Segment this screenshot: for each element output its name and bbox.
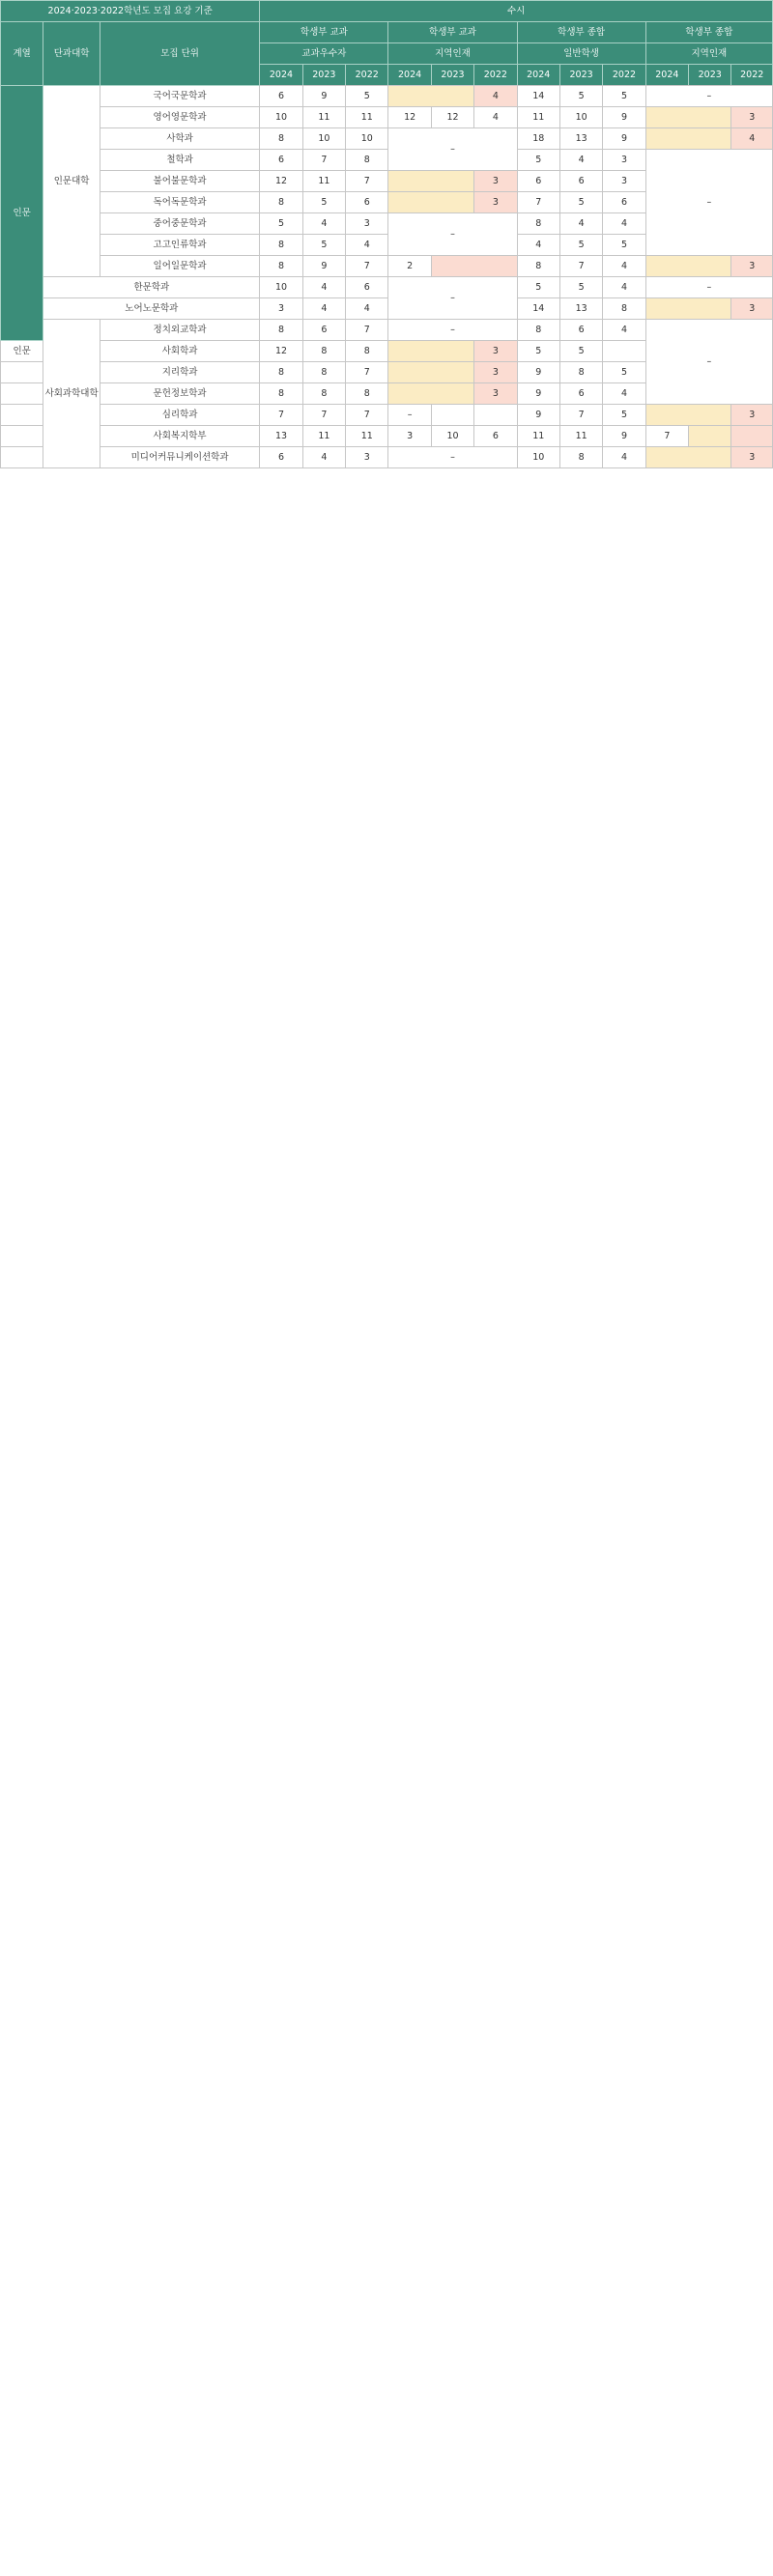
table-cell: 9 [517,405,559,426]
table-cell: 3 [603,150,645,171]
table-cell: 7 [645,426,688,447]
table-cell: 9 [603,107,645,128]
table-cell: 14 [517,86,559,107]
table-cell [388,383,474,405]
year-header: 2023 [689,65,731,86]
table-cell: 6 [517,171,559,192]
table-cell: – [388,447,517,468]
table-cell: 3 [474,341,517,362]
table-cell: 5 [559,86,602,107]
table-cell: 독어독문학과 [100,192,259,213]
susi-header: 수시 [260,1,773,22]
table-cell: 3 [474,383,517,405]
table-cell: 6 [260,86,302,107]
table-cell: 8 [346,150,388,171]
table-cell: 8 [260,192,302,213]
table-cell: 11 [517,426,559,447]
group-header: 학생부 종합 [645,22,772,43]
table-cell: 9 [517,362,559,383]
table-cell: 4 [474,107,517,128]
table-cell: 4 [603,256,645,277]
table-cell: 7 [559,256,602,277]
table-cell: 8 [517,320,559,341]
table-body [1,86,773,468]
table-cell [474,405,517,426]
table-cell: 5 [603,362,645,383]
table-cell [731,426,773,447]
table-cell: 지리학과 [100,362,259,383]
table-cell: 11 [346,107,388,128]
table-cell: 9 [302,86,345,107]
table-cell: 6 [474,426,517,447]
subgroup-header: 일반학생 [517,43,645,65]
table-cell: 사학과 [100,128,259,150]
table-cell: 5 [517,341,559,362]
table-cell [1,426,43,447]
table-cell: 5 [559,192,602,213]
table-cell: 5 [603,86,645,107]
table-cell: 18 [517,128,559,150]
table-row [1,107,773,128]
table-cell: 7 [346,405,388,426]
subgroup-header: 교과우수자 [260,43,388,65]
table-cell: 정치외교학과 [100,320,259,341]
table-cell: 11 [517,107,559,128]
table-cell: 인문대학 [43,86,100,277]
table-cell: 7 [517,192,559,213]
table-cell: 8 [302,383,345,405]
table-cell: 6 [302,320,345,341]
year-header: 2024 [260,65,302,86]
table-cell: 3 [731,256,773,277]
table-cell: 8 [346,341,388,362]
table-cell: 14 [517,298,559,320]
group-header: 학생부 교과 [388,22,517,43]
table-cell: 4 [559,213,602,235]
year-header: 2024 [645,65,688,86]
table-cell: 7 [346,362,388,383]
year-header: 2024 [517,65,559,86]
table-cell: 11 [346,426,388,447]
group-header: 학생부 교과 [260,22,388,43]
table-cell: 5 [346,86,388,107]
table-cell [388,362,474,383]
table-cell [1,383,43,405]
table-cell: 5 [559,341,602,362]
table-cell: 12 [260,171,302,192]
table-cell: 5 [260,213,302,235]
table-cell: 불어불문학과 [100,171,259,192]
col-field-header: 계열 [1,22,43,86]
table-cell: 4 [474,86,517,107]
table-cell: – [388,320,517,341]
table-cell [388,192,474,213]
table-cell [603,341,645,362]
table-cell: 5 [603,235,645,256]
table-cell: 5 [603,405,645,426]
table-cell: 노어노문학과 [43,298,260,320]
table-cell: 8 [302,362,345,383]
table-cell: 일어일문학과 [100,256,259,277]
table-row [1,447,773,468]
table-cell: 한문학과 [43,277,260,298]
table-row [1,277,773,298]
table-cell: 3 [346,447,388,468]
table-cell: 6 [260,150,302,171]
table-cell: 11 [302,426,345,447]
table-cell: 8 [260,383,302,405]
table-cell: 9 [603,128,645,150]
table-cell: 7 [302,405,345,426]
table-cell: 3 [731,107,773,128]
table-cell [645,298,731,320]
table-cell: 사회학과 [100,341,259,362]
table-cell: 8 [302,341,345,362]
table-cell: 9 [603,426,645,447]
year-header: 2022 [346,65,388,86]
table-cell: 4 [603,447,645,468]
table-cell: 4 [302,298,345,320]
table-cell: 4 [346,235,388,256]
table-cell: 6 [260,447,302,468]
group-header: 학생부 종합 [517,22,645,43]
table-cell: 4 [302,447,345,468]
table-cell: 13 [260,426,302,447]
table-cell: 3 [474,192,517,213]
table-cell: 12 [260,341,302,362]
subgroup-header: 지역인재 [645,43,772,65]
table-cell [1,362,43,383]
table-cell: 6 [559,383,602,405]
table-cell: 4 [603,383,645,405]
table-cell: – [645,277,772,298]
table-cell: 8 [559,362,602,383]
table-cell: 철학과 [100,150,259,171]
table-cell: 인문 [1,86,43,341]
table-cell: 4 [559,150,602,171]
col-college-header: 단과대학 [43,22,100,86]
table-cell: 3 [474,362,517,383]
table-cell [1,405,43,426]
table-cell: 6 [346,192,388,213]
table-cell: 8 [260,235,302,256]
table-cell: 12 [431,107,473,128]
table-cell: 3 [603,171,645,192]
table-cell: 4 [346,298,388,320]
table-cell: 11 [302,107,345,128]
year-header: 2024 [388,65,431,86]
table-cell: 6 [559,320,602,341]
table-cell: 3 [346,213,388,235]
admission-table-page [0,0,773,468]
table-cell: 7 [346,320,388,341]
table-cell: 사회과학대학 [43,320,100,468]
table-cell: 4 [603,277,645,298]
table-cell: 중어중문학과 [100,213,259,235]
year-header: 2023 [302,65,345,86]
table-cell: 사회복지학부 [100,426,259,447]
table-cell: 8 [260,128,302,150]
table-cell: 8 [346,383,388,405]
table-cell [689,426,731,447]
table-cell: 3 [731,298,773,320]
table-cell [645,447,731,468]
year-header: 2023 [431,65,473,86]
table-cell: 7 [346,256,388,277]
table-cell [645,405,731,426]
table-cell: 5 [559,277,602,298]
table-cell: 9 [517,383,559,405]
table-cell: 4 [302,277,345,298]
table-cell: 10 [517,447,559,468]
table-cell: 8 [517,213,559,235]
table-cell [645,128,731,150]
table-cell: 13 [559,128,602,150]
table-cell [388,341,474,362]
year-header: 2023 [559,65,602,86]
table-cell: 3 [731,447,773,468]
table-cell: 4 [517,235,559,256]
table-cell: 4 [731,128,773,150]
table-cell: 8 [517,256,559,277]
table-cell: 7 [302,150,345,171]
table-cell [388,171,474,192]
table-cell: – [388,405,431,426]
table-cell: 3 [388,426,431,447]
table-cell: 5 [559,235,602,256]
table-row [1,426,773,447]
year-header: 2022 [731,65,773,86]
table-row [1,405,773,426]
table-cell: 10 [431,426,473,447]
table-cell: – [388,128,517,171]
table-cell: 8 [260,362,302,383]
table-cell: 3 [260,298,302,320]
table-cell: 7 [346,171,388,192]
table-cell: 고고인류학과 [100,235,259,256]
table-cell [431,405,473,426]
table-cell: 5 [517,150,559,171]
table-cell: 4 [603,320,645,341]
table-cell: 3 [474,171,517,192]
table-cell [645,107,731,128]
table-cell: 5 [302,192,345,213]
table-cell: 13 [559,298,602,320]
table-cell [431,256,517,277]
table-cell: 2 [388,256,431,277]
table-cell: 3 [731,405,773,426]
year-header: 2022 [603,65,645,86]
table-title: 2024·2023·2022학년도 모집 요강 기준 [1,1,260,22]
col-unit-header: 모집 단위 [100,22,259,86]
table-cell: 10 [302,128,345,150]
table-cell: 7 [559,405,602,426]
subgroup-header: 지역인재 [388,43,517,65]
table-cell: 10 [346,128,388,150]
table-cell: 9 [302,256,345,277]
table-cell: – [645,150,772,256]
table-row [1,86,773,107]
table-row [1,320,773,341]
table-cell: – [645,320,772,405]
admission-quota-table [0,0,773,468]
table-row [1,150,773,171]
table-cell: 8 [260,256,302,277]
table-cell: 11 [559,426,602,447]
table-cell: 심리학과 [100,405,259,426]
year-header: 2022 [474,65,517,86]
table-cell: 국어국문학과 [100,86,259,107]
table-cell: 11 [302,171,345,192]
table-cell: 8 [603,298,645,320]
table-cell: 12 [388,107,431,128]
table-cell: 5 [517,277,559,298]
table-cell: – [645,86,772,107]
table-cell: 5 [302,235,345,256]
table-cell: 7 [260,405,302,426]
table-cell: – [388,213,517,256]
table-cell: 문헌정보학과 [100,383,259,405]
table-row [1,298,773,320]
table-cell: 6 [346,277,388,298]
table-cell: – [388,277,517,320]
table-cell: 미디어커뮤니케이션학과 [100,447,259,468]
table-row [1,128,773,150]
table-cell: 6 [603,192,645,213]
table-cell [1,447,43,468]
table-cell: 8 [260,320,302,341]
table-cell: 4 [603,213,645,235]
table-cell: 인문 [1,341,43,362]
table-cell: 영어영문학과 [100,107,259,128]
table-cell: 10 [559,107,602,128]
table-cell: 6 [559,171,602,192]
table-cell [645,256,731,277]
table-cell: 10 [260,277,302,298]
table-cell: 8 [559,447,602,468]
table-cell: 4 [302,213,345,235]
table-cell [388,86,474,107]
table-row [1,256,773,277]
table-cell: 10 [260,107,302,128]
